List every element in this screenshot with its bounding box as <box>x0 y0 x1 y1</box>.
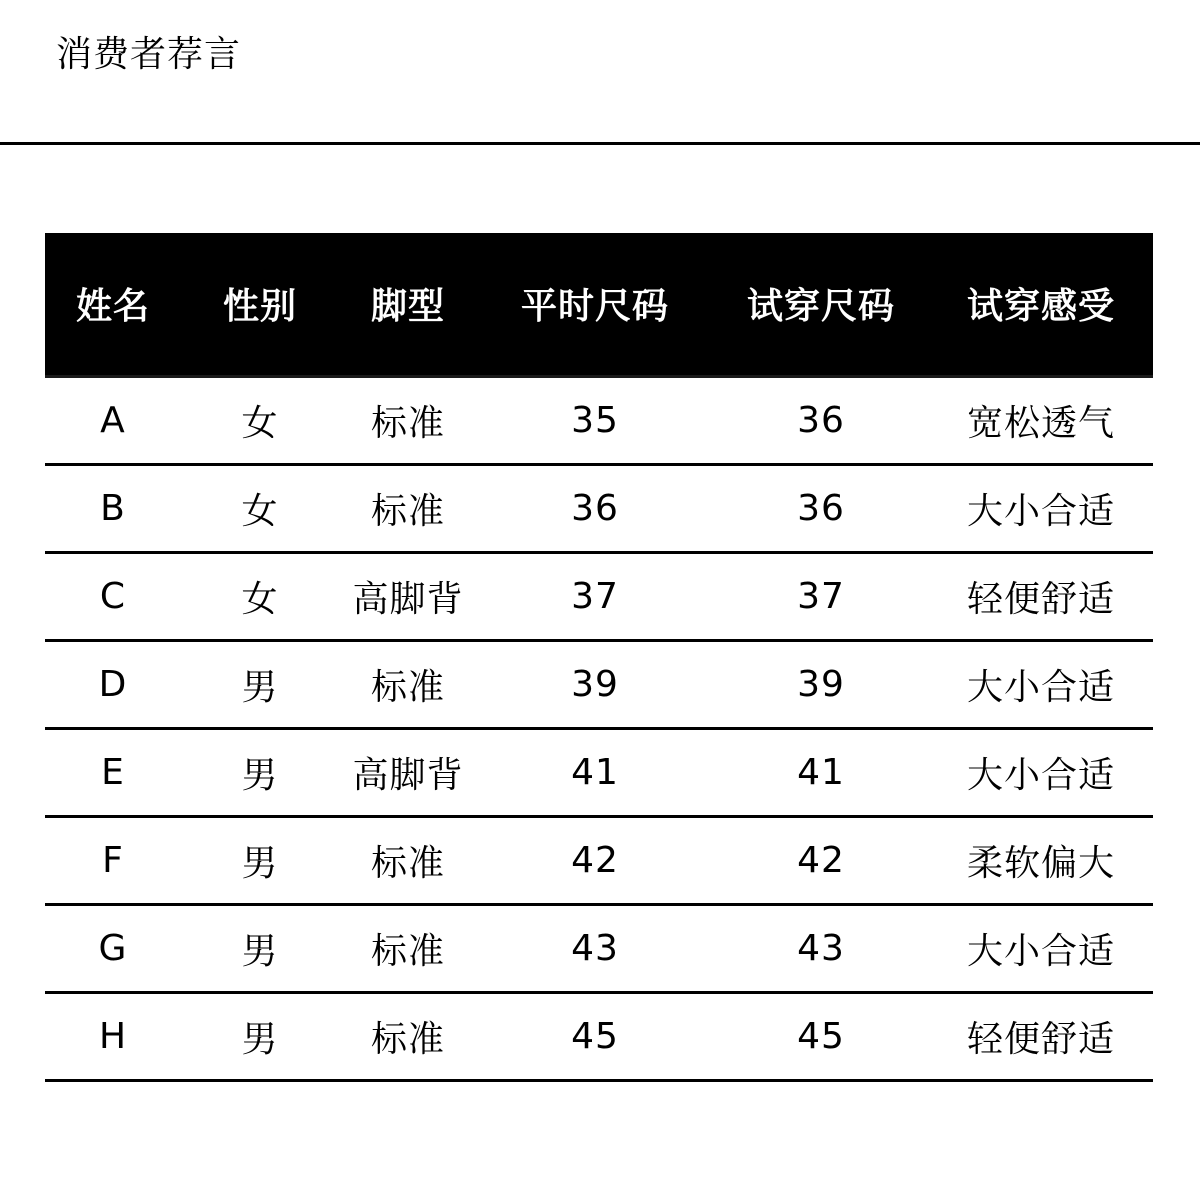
header-fit-feeling: 试穿感受 <box>929 233 1153 376</box>
cell-name: F <box>45 816 181 904</box>
title-divider <box>0 142 1200 145</box>
cell-foot-type: 标准 <box>339 816 477 904</box>
cell-usual-size: 39 <box>477 640 713 728</box>
cell-foot-type: 标准 <box>339 904 477 992</box>
cell-foot-type: 高脚背 <box>339 552 477 640</box>
cell-fit-feeling: 大小合适 <box>929 728 1153 816</box>
page-title: 消费者荐言 <box>56 34 242 75</box>
header-tried-size: 试穿尺码 <box>713 233 929 376</box>
cell-tried-size: 45 <box>713 992 929 1080</box>
cell-gender: 男 <box>181 904 339 992</box>
cell-fit-feeling: 大小合适 <box>929 464 1153 552</box>
cell-gender: 男 <box>181 640 339 728</box>
cell-gender: 女 <box>181 552 339 640</box>
cell-gender: 男 <box>181 816 339 904</box>
cell-foot-type: 标准 <box>339 992 477 1080</box>
cell-name: H <box>45 992 181 1080</box>
cell-fit-feeling: 大小合适 <box>929 640 1153 728</box>
cell-fit-feeling: 宽松透气 <box>929 376 1153 464</box>
cell-usual-size: 42 <box>477 816 713 904</box>
cell-name: D <box>45 640 181 728</box>
cell-name: G <box>45 904 181 992</box>
cell-foot-type: 标准 <box>339 464 477 552</box>
cell-usual-size: 36 <box>477 464 713 552</box>
cell-usual-size: 37 <box>477 552 713 640</box>
table-row <box>45 640 1153 728</box>
table-header-row <box>45 233 1153 376</box>
cell-tried-size: 42 <box>713 816 929 904</box>
cell-tried-size: 39 <box>713 640 929 728</box>
cell-usual-size: 43 <box>477 904 713 992</box>
cell-tried-size: 43 <box>713 904 929 992</box>
cell-usual-size: 41 <box>477 728 713 816</box>
cell-foot-type: 标准 <box>339 640 477 728</box>
cell-foot-type: 标准 <box>339 376 477 464</box>
cell-name: C <box>45 552 181 640</box>
size-feedback-table <box>45 233 1153 1082</box>
cell-fit-feeling: 大小合适 <box>929 904 1153 992</box>
cell-fit-feeling: 轻便舒适 <box>929 552 1153 640</box>
header-name: 姓名 <box>45 233 181 376</box>
cell-usual-size: 35 <box>477 376 713 464</box>
cell-gender: 男 <box>181 992 339 1080</box>
cell-name: B <box>45 464 181 552</box>
cell-tried-size: 41 <box>713 728 929 816</box>
header-gender: 性别 <box>181 233 339 376</box>
table-row <box>45 728 1153 816</box>
cell-tried-size: 36 <box>713 376 929 464</box>
header-usual-size: 平时尺码 <box>477 233 713 376</box>
cell-fit-feeling: 轻便舒适 <box>929 992 1153 1080</box>
cell-tried-size: 36 <box>713 464 929 552</box>
table-row <box>45 816 1153 904</box>
cell-usual-size: 45 <box>477 992 713 1080</box>
cell-tried-size: 37 <box>713 552 929 640</box>
cell-gender: 女 <box>181 464 339 552</box>
table-row <box>45 464 1153 552</box>
cell-fit-feeling: 柔软偏大 <box>929 816 1153 904</box>
table-row <box>45 904 1153 992</box>
header-foot-type: 脚型 <box>339 233 477 376</box>
table-row <box>45 376 1153 464</box>
cell-name: A <box>45 376 181 464</box>
cell-gender: 男 <box>181 728 339 816</box>
cell-name: E <box>45 728 181 816</box>
cell-gender: 女 <box>181 376 339 464</box>
table-row <box>45 552 1153 640</box>
table-row <box>45 992 1153 1080</box>
cell-foot-type: 高脚背 <box>339 728 477 816</box>
